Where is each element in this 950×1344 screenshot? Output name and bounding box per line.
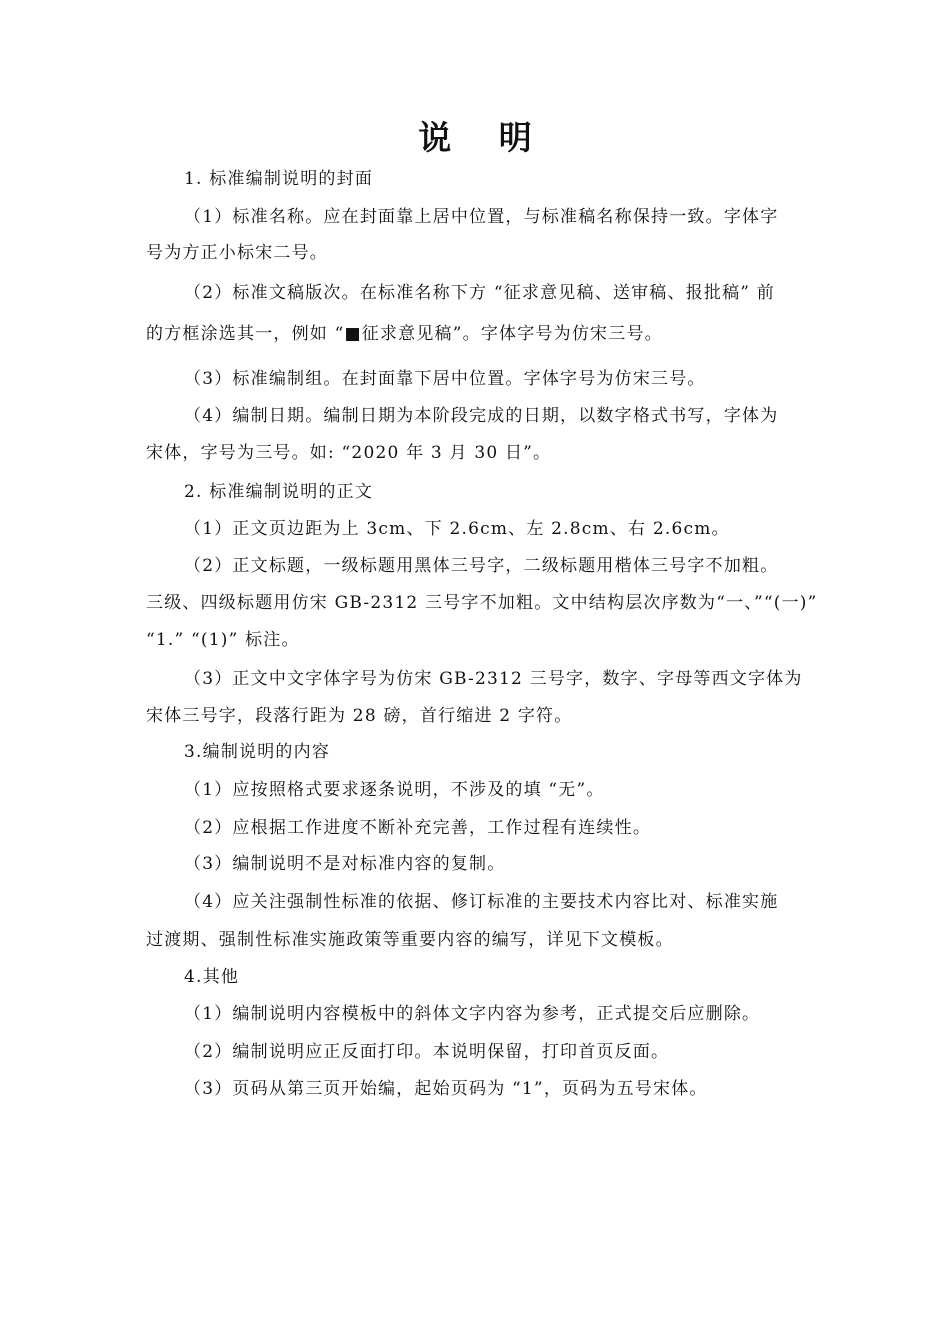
section-heading-1: 1. 标准编制说明的封面 bbox=[184, 169, 374, 189]
paragraph-line: “1.” “(1)” 标注。 bbox=[146, 630, 300, 650]
paragraph-line: （2）编制说明应正反面打印。本说明保留，打印首页反面。 bbox=[184, 1042, 670, 1062]
paragraph-line: 宋体，字号为三号。如: “2020 年 3 月 30 日”。 bbox=[146, 443, 552, 463]
paragraph-line: （1）应按照格式要求逐条说明，不涉及的填 “无”。 bbox=[184, 780, 605, 800]
paragraph-line: （3）页码从第三页开始编，起始页码为 “1”，页码为五号宋体。 bbox=[184, 1079, 708, 1099]
paragraph-line: （4）应关注强制性标准的依据、修订标准的主要技术内容比对、标准实施 bbox=[184, 892, 779, 912]
section-heading-4: 4.其他 bbox=[184, 967, 240, 987]
paragraph-line: 号为方正小标宋二号。 bbox=[146, 243, 328, 263]
paragraph-line: 三级、四级标题用仿宋 GB-2312 三号字不加粗。文中结构层次序数为“一、”“(一)” bbox=[146, 593, 818, 613]
page-title: 说 明 bbox=[418, 118, 550, 157]
paragraph-line: （2）应根据工作进度不断补充完善，工作过程有连续性。 bbox=[184, 818, 652, 838]
paragraph-line: （1）编制说明内容模板中的斜体文字内容为参考，正式提交后应删除。 bbox=[184, 1004, 761, 1024]
paragraph-line: 过渡期、强制性标准实施政策等重要内容的编写，详见下文模板。 bbox=[146, 930, 674, 950]
paragraph-line: （3）正文中文字体字号为仿宋 GB-2312 三号字，数字、字母等西文字体为 bbox=[184, 669, 803, 689]
paragraph-line: （1）标准名称。应在封面靠上居中位置，与标准稿名称保持一致。字体字 bbox=[184, 207, 779, 227]
section-heading-3: 3.编制说明的内容 bbox=[184, 742, 331, 762]
section-heading-2: 2. 标准编制说明的正文 bbox=[184, 482, 374, 502]
paragraph-line: 的方框涂选其一，例如 “■征求意见稿”。字体字号为仿宋三号。 bbox=[146, 324, 663, 344]
paragraph-line: （2）正文标题，一级标题用黑体三号字，二级标题用楷体三号字不加粗。 bbox=[184, 556, 779, 576]
paragraph-line: （3）编制说明不是对标准内容的复制。 bbox=[184, 854, 506, 874]
paragraph-line: （1）正文页边距为上 3cm、下 2.6cm、左 2.8cm、右 2.6cm。 bbox=[184, 519, 730, 539]
paragraph-line: （4）编制日期。编制日期为本阶段完成的日期，以数字格式书写，字体为 bbox=[184, 406, 779, 426]
paragraph-line: 宋体三号字，段落行距为 28 磅，首行缩进 2 字符。 bbox=[146, 706, 573, 726]
paragraph-line: （3）标准编制组。在封面靠下居中位置。字体字号为仿宋三号。 bbox=[184, 369, 706, 389]
paragraph-line: （2）标准文稿版次。在标准名称下方 “征求意见稿、送审稿、报批稿” 前 bbox=[184, 283, 776, 303]
